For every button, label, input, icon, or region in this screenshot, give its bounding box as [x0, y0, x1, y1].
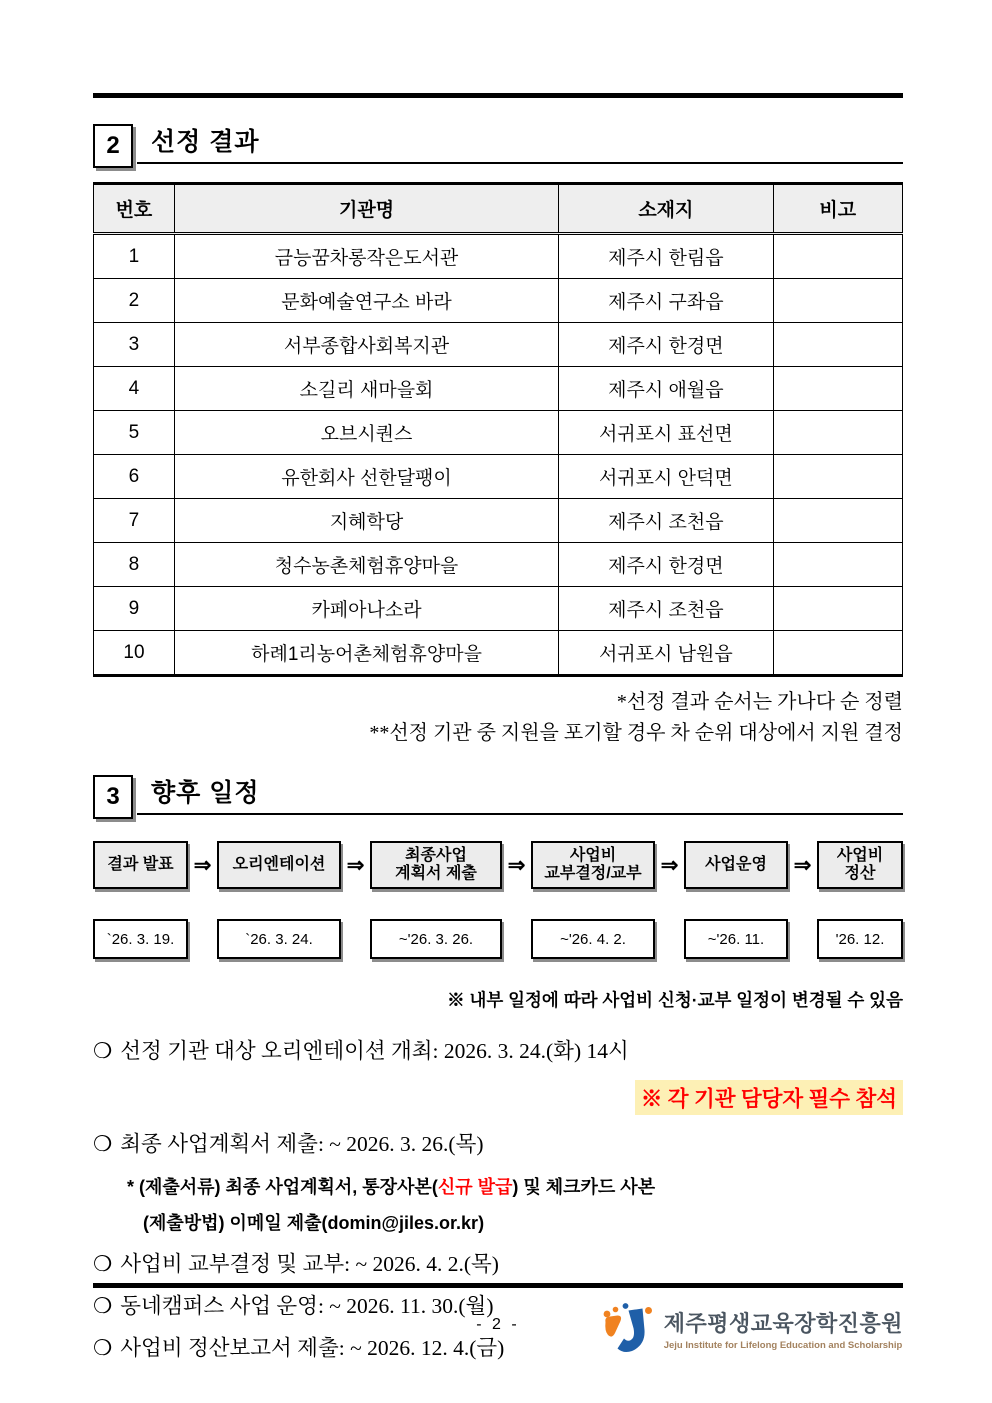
circle-bullet-icon: ❍: [93, 1335, 113, 1360]
cell-no: 1: [94, 234, 175, 279]
flow-step-orientation: 오리엔테이션: [217, 841, 341, 889]
bullet-settlement: ❍ 사업비 정산보고서 제출: ~ 2026. 12. 4.(금): [93, 1335, 505, 1360]
page-footer: [93, 1293, 903, 1380]
table-row: [94, 411, 903, 455]
flow-arrow-icon: ⇒: [793, 853, 812, 877]
circle-bullet-icon: ❍: [93, 1293, 113, 1318]
table-row: [94, 543, 903, 587]
flow-arrow-icon: ⇒: [660, 853, 679, 877]
attendance-required-badge: ※ 각 기관 담당자 필수 참석: [635, 1080, 903, 1115]
cell-name: 지혜학당: [174, 499, 558, 543]
cell-remark: [773, 367, 902, 411]
table-row: [94, 367, 903, 411]
attendance-highlight-line: [93, 1080, 903, 1115]
flow-date: ~'26. 4. 2.: [531, 919, 655, 959]
bullet-operation: ❍ 동네캠퍼스 사업 운영: ~ 2026. 11. 30.(월): [93, 1293, 494, 1318]
sub-bullet-submission-method: (제출방법) 이메일 제출(domin@jiles.or.kr): [143, 1212, 485, 1233]
cell-location: 제주시 한경면: [559, 323, 773, 367]
cell-name: 카페아나소라: [174, 587, 558, 631]
schedule-dates: [93, 919, 903, 959]
schedule-change-note: ※ 내부 일정에 따라 사업비 신청·교부 일정이 변경될 수 있음: [447, 990, 903, 1010]
header-location: 소재지: [559, 184, 773, 234]
section3-header: [93, 773, 903, 819]
section2-number-badge: 2: [93, 124, 133, 168]
cell-remark: [773, 455, 902, 499]
results-table: [93, 182, 903, 677]
cell-name: 문화예술연구소 바라: [174, 279, 558, 323]
bullet-grant: ❍ 사업비 교부결정 및 교부: ~ 2026. 4. 2.(목): [93, 1251, 499, 1276]
circle-bullet-icon: ❍: [93, 1039, 113, 1063]
cell-location: 서귀포시 표선면: [559, 411, 773, 455]
table-row: [94, 631, 903, 676]
flow-date: `26. 3. 19.: [93, 919, 188, 959]
section3-title: 향후 일정: [151, 779, 260, 807]
flow-arrow-icon: ⇒: [507, 853, 526, 877]
section2-header: [93, 122, 903, 168]
table-note-waitlist: **선정 기관 중 지원을 포기할 경우 차 순위 대상에서 지원 결정: [369, 722, 903, 744]
cell-name: 유한회사 선한달팽이: [174, 455, 558, 499]
table-row: [94, 587, 903, 631]
cell-location: 제주시 한경면: [559, 543, 773, 587]
flow-arrow-icon: ⇒: [193, 853, 212, 877]
section2-title: 선정 결과: [151, 128, 260, 156]
new-issue-emphasis: 신규 발급: [437, 1176, 513, 1197]
cell-no: 7: [94, 499, 175, 543]
cell-no: 2: [94, 279, 175, 323]
cell-remark: [773, 499, 902, 543]
table-row: [94, 234, 903, 279]
table-notes: [93, 687, 903, 749]
flow-step-grant-decision: 사업비 교부결정/교부: [531, 841, 655, 889]
cell-no: 3: [94, 323, 175, 367]
bottom-rule: [93, 1283, 903, 1288]
section3-title-underline: [137, 773, 903, 815]
cell-no: 9: [94, 587, 175, 631]
section2-title-underline: [137, 122, 903, 164]
bullet-orientation: ❍ 선정 기관 대상 오리엔테이션 개최: 2026. 3. 24.(화) 14시: [93, 1039, 629, 1063]
cell-remark: [773, 323, 902, 367]
page-number: - 2 -: [476, 1316, 520, 1333]
cell-no: 10: [94, 631, 175, 676]
header-name: 기관명: [174, 184, 558, 234]
table-row: [94, 455, 903, 499]
cell-location: 제주시 애월읍: [559, 367, 773, 411]
flow-step-settlement: 사업비 정산: [817, 841, 903, 889]
cell-remark: [773, 587, 902, 631]
cell-remark: [773, 279, 902, 323]
flow-date: ~'26. 3. 26.: [370, 919, 502, 959]
sub-bullet-documents: * (제출서류) 최종 사업계획서, 통장사본(신규 발급) 및 체크카드 사본: [127, 1176, 656, 1197]
circle-bullet-icon: ❍: [93, 1251, 113, 1276]
logo-korean-name: 제주평생교육장학진흥원: [663, 1311, 903, 1336]
table-row: [94, 499, 903, 543]
cell-location: 제주시 조천읍: [559, 587, 773, 631]
logo-english-name: Jeju Institute for Lifelong Education and Scholarship: [663, 1340, 903, 1351]
cell-location: 제주시 구좌읍: [559, 279, 773, 323]
header-no: 번호: [94, 184, 175, 234]
flow-date: `26. 3. 24.: [217, 919, 341, 959]
section3-number-badge: 3: [93, 775, 133, 819]
cell-no: 6: [94, 455, 175, 499]
results-table-header-row: [94, 184, 903, 234]
bullet-final-plan: ❍ 최종 사업계획서 제출: ~ 2026. 3. 26.(목): [93, 1131, 484, 1156]
cell-remark: [773, 411, 902, 455]
cell-name: 오브시퀀스: [174, 411, 558, 455]
cell-name: 소길리 새마을회: [174, 367, 558, 411]
cell-remark: [773, 631, 902, 676]
cell-remark: [773, 543, 902, 587]
cell-no: 4: [94, 367, 175, 411]
cell-remark: [773, 234, 902, 279]
flow-step-result-announcement: 결과 발표: [93, 841, 188, 889]
cell-name: 하례1리농어촌체험휴양마을: [174, 631, 558, 676]
table-note-sort-order: *선정 결과 순서는 가나다 순 정렬: [616, 691, 903, 713]
cell-location: 제주시 조천읍: [559, 499, 773, 543]
cell-no: 8: [94, 543, 175, 587]
cell-name: 청수농촌체험휴양마을: [174, 543, 558, 587]
flow-arrow-icon: ⇒: [346, 853, 365, 877]
cell-no: 5: [94, 411, 175, 455]
header-remark: 비고: [773, 184, 902, 234]
cell-name: 금능꿈차롱작은도서관: [174, 234, 558, 279]
table-row: [94, 323, 903, 367]
jiles-logo-mark: [600, 1300, 654, 1358]
cell-name: 서부종합사회복지관: [174, 323, 558, 367]
table-row: [94, 279, 903, 323]
circle-bullet-icon: ❍: [93, 1131, 113, 1156]
section-schedule: [93, 773, 903, 1363]
top-rule: [93, 93, 903, 98]
flow-step-operation: 사업운영: [684, 841, 788, 889]
flow-date: ~'26. 11.: [684, 919, 788, 959]
cell-location: 서귀포시 남원읍: [559, 631, 773, 676]
jiles-logo: [600, 1300, 903, 1358]
cell-location: 서귀포시 안덕면: [559, 455, 773, 499]
section-selection-results: [93, 122, 903, 749]
flow-date: '26. 12.: [817, 919, 903, 959]
schedule-flowchart: [93, 841, 903, 889]
flow-step-final-plan: 최종사업 계획서 제출: [370, 841, 502, 889]
cell-location: 제주시 한림읍: [559, 234, 773, 279]
